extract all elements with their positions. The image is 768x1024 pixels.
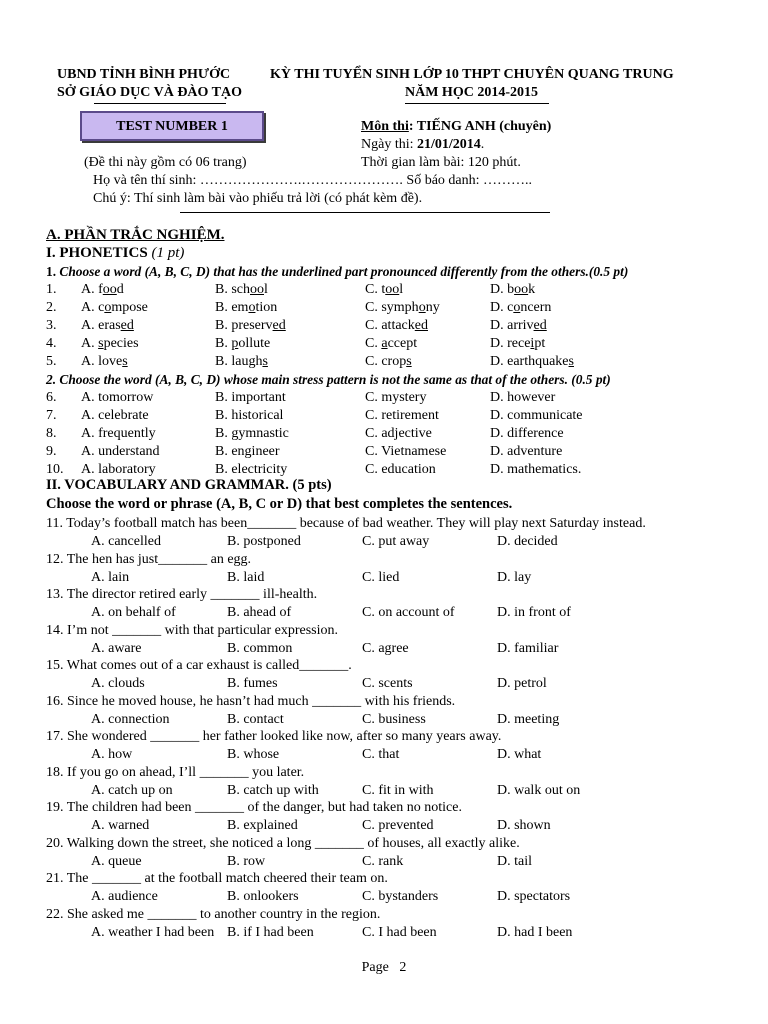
question-options xyxy=(0,888,768,905)
answer-option: A. warned xyxy=(91,818,150,833)
answer-option: A. understand xyxy=(81,444,160,459)
answer-option: C. education xyxy=(365,462,436,477)
question-number: 8. xyxy=(46,426,57,441)
question-stem xyxy=(0,551,768,568)
underlined-part: s xyxy=(406,354,412,369)
question-number: 9. xyxy=(46,444,57,459)
answer-option: D. meeting xyxy=(497,711,560,727)
question-stem xyxy=(0,835,768,852)
answer-option: B. ahead of xyxy=(227,605,292,620)
answer-option: C. put away xyxy=(362,534,430,549)
question-number: 10. xyxy=(46,462,64,477)
underlined-part: ed xyxy=(120,318,134,333)
answer-option: A. queue xyxy=(91,853,142,869)
section-a-title: A. PHẦN TRẮC NGHIỆM. xyxy=(46,227,225,243)
answer-option: C. scents xyxy=(362,676,413,691)
question-text: 19. The children had been _______ of the danger, but had taken no notice. xyxy=(46,800,462,815)
answer-option: B. common xyxy=(227,640,293,656)
underlined-part: s xyxy=(568,354,574,369)
answer-option: D. concern xyxy=(490,300,552,315)
underlined-part: p xyxy=(231,336,239,351)
answer-option: A. weather I had been xyxy=(91,924,215,940)
answer-option: D. mathematics. xyxy=(490,462,582,477)
question-stem xyxy=(0,728,768,745)
question-number: 3. xyxy=(46,318,57,333)
answer-option: A. clouds xyxy=(91,676,145,691)
phonetics-heading: I. PHONETICS xyxy=(46,245,152,261)
answer-option: C. Vietnamese xyxy=(365,444,447,459)
answer-option: D. difference xyxy=(490,426,564,441)
question-text: 20. Walking down the street, she noticed a long _______ of houses, all exactly alike. xyxy=(46,835,520,851)
underlined-part: s xyxy=(98,336,104,351)
answer-option: C. on account of xyxy=(362,605,455,620)
answer-option: B. if I had been xyxy=(227,924,314,940)
answer-option: B. whose xyxy=(227,747,280,762)
question-number: 2. xyxy=(46,300,57,315)
answer-option: A. celebrate xyxy=(81,408,149,423)
header-divider xyxy=(180,212,550,213)
underlined-part: i xyxy=(530,336,535,351)
question-options xyxy=(0,853,768,870)
header-right-underline xyxy=(405,103,549,104)
question-stem xyxy=(0,693,768,710)
answer-option: A. species xyxy=(81,336,139,351)
header-left-underline xyxy=(94,103,226,104)
exam-subject xyxy=(361,118,551,135)
answer-option: A. laboratory xyxy=(81,462,156,477)
header-exam-title: KỲ THI TUYỂN SINH LỚP 10 THPT CHUYÊN QUANG TRUNG xyxy=(270,67,674,82)
page-label: Page xyxy=(361,960,389,975)
page-number: 2 xyxy=(399,960,407,975)
answer-option: B. school xyxy=(215,282,268,297)
question-text: 16. Since he moved house, he hasn’t had much _______ with his friends. xyxy=(46,693,456,709)
answer-option: D. spectators xyxy=(497,889,571,904)
answer-option: C. attacked xyxy=(365,318,428,333)
exam-note: Chú ý: Thí sinh làm bài vào phiếu trả lời (có phát kèm đề). xyxy=(93,191,423,206)
answer-option: D. arrived xyxy=(490,318,547,333)
answer-option: D. in front of xyxy=(497,605,571,620)
underlined-part: ed xyxy=(272,318,286,333)
question-stem xyxy=(0,622,768,639)
question-stem xyxy=(0,870,768,887)
exam-date xyxy=(361,136,484,153)
answer-option: D. walk out on xyxy=(497,782,581,798)
vocab-instruction: Choose the word or phrase (A, B, C or D) that best completes the sentences. xyxy=(46,496,513,512)
answer-option: C. adjective xyxy=(365,426,432,441)
phonetics-row xyxy=(0,317,768,334)
underlined-part: ed xyxy=(533,318,547,333)
question-options xyxy=(0,782,768,799)
question-text: 17. She wondered _______ her father looked like now, after so many years away. xyxy=(46,729,502,744)
candidate-name-line: Họ và tên thí sinh: ………………….…………………. Số báo danh: ……….. xyxy=(93,173,533,188)
answer-option: C. agree xyxy=(362,640,409,656)
answer-option: B. row xyxy=(227,853,266,869)
answer-option: D. communicate xyxy=(490,408,583,423)
answer-option: C. bystanders xyxy=(362,889,439,904)
question-options xyxy=(0,533,768,550)
question-stem xyxy=(0,586,768,603)
question-text: 21. The _______ at the football match cheered their team on. xyxy=(46,871,388,886)
question-options xyxy=(0,817,768,834)
answer-option: B. preserved xyxy=(215,318,286,333)
question-stem xyxy=(0,906,768,923)
answer-option: B. emotion xyxy=(215,300,278,315)
answer-option: B. contact xyxy=(227,711,284,727)
answer-option: A. tomorrow xyxy=(81,390,154,405)
answer-option: B. pollute xyxy=(215,336,271,351)
phonetics-instruction-1 xyxy=(46,263,628,280)
answer-option: A. loves xyxy=(81,354,128,369)
answer-option: A. aware xyxy=(91,640,142,656)
answer-option: C. prevented xyxy=(362,818,434,833)
answer-option: D. shown xyxy=(497,818,551,833)
question-stem xyxy=(0,657,768,674)
subject-value: : TIẾNG ANH (chuyên) xyxy=(408,119,552,134)
underlined-part: ed xyxy=(414,318,428,333)
instruction-1-number: 1. xyxy=(46,264,60,279)
answer-option: B. explained xyxy=(227,818,298,833)
answer-option: D. adventure xyxy=(490,444,563,459)
date-label: Ngày thi: xyxy=(361,137,417,152)
underlined-part: s xyxy=(122,354,128,369)
phonetics-row xyxy=(0,335,768,352)
answer-option: C. that xyxy=(362,747,400,762)
underlined-part: oo xyxy=(102,282,117,297)
date-end: . xyxy=(480,137,485,152)
answer-option: A. lain xyxy=(91,569,130,585)
answer-option: B. engineer xyxy=(215,444,280,459)
answer-option: C. lied xyxy=(362,569,400,585)
phonetics-points: (1 pt) xyxy=(151,245,185,261)
answer-option: B. postponed xyxy=(227,534,301,549)
answer-option: B. laid xyxy=(227,569,265,585)
answer-option: A. cancelled xyxy=(91,534,161,549)
date-value: 21/01/2014 xyxy=(417,137,481,152)
test-number-box: TEST NUMBER 1 xyxy=(80,111,264,141)
header-school-year: NĂM HỌC 2014-2015 xyxy=(405,85,538,100)
question-options xyxy=(0,711,768,728)
phonetics-row xyxy=(0,353,768,370)
question-number: 4. xyxy=(46,336,57,351)
question-stem xyxy=(0,799,768,816)
answer-option: A. audience xyxy=(91,889,158,904)
phonetics-row xyxy=(0,281,768,298)
answer-option: A. catch up on xyxy=(91,782,173,798)
answer-option: D. tail xyxy=(497,853,532,869)
answer-option: B. gymnastic xyxy=(215,426,289,441)
answer-option: D. receipt xyxy=(490,336,546,351)
question-number: 5. xyxy=(46,354,57,369)
question-text: 15. What comes out of a car exhaust is called_______. xyxy=(46,658,352,673)
question-text: 18. If you go on ahead, I’ll _______ you later. xyxy=(46,764,305,780)
exam-time: Thời gian làm bài: 120 phút. xyxy=(361,155,521,170)
stress-row xyxy=(0,425,768,442)
question-options xyxy=(0,746,768,763)
answer-option: B. onlookers xyxy=(227,889,299,904)
underlined-part: oo xyxy=(385,282,400,297)
question-text: 22. She asked me _______ to another country in the region. xyxy=(46,906,381,922)
underlined-part: a xyxy=(381,336,388,351)
pages-note: (Đề thi này gồm có 06 trang) xyxy=(84,155,247,170)
question-options xyxy=(0,640,768,657)
answer-option: A. erased xyxy=(81,318,134,333)
underlined-part: oo xyxy=(250,282,264,297)
answer-option: B. catch up with xyxy=(227,782,319,798)
underlined-part: o xyxy=(248,300,256,315)
answer-option: B. laughs xyxy=(215,354,268,369)
answer-option: A. connection xyxy=(91,711,170,727)
underlined-part: o xyxy=(104,300,112,315)
stress-row xyxy=(0,443,768,460)
question-stem xyxy=(0,515,768,532)
underlined-part: s xyxy=(262,354,268,369)
answer-option: A. on behalf of xyxy=(91,605,176,620)
answer-option: D. petrol xyxy=(497,676,547,691)
answer-option: C. crops xyxy=(365,354,412,369)
answer-option: B. historical xyxy=(215,408,284,423)
answer-option: D. familiar xyxy=(497,640,559,656)
answer-option: C. I had been xyxy=(362,924,437,940)
question-text: 12. The hen has just_______ an egg. xyxy=(46,551,252,567)
question-number: 6. xyxy=(46,390,57,405)
answer-option: A. frequently xyxy=(81,426,156,441)
answer-option: B. electricity xyxy=(215,462,288,477)
stress-row xyxy=(0,389,768,406)
answer-option: C. fit in with xyxy=(362,782,434,798)
subject-label: Môn thi xyxy=(361,119,409,134)
stress-row xyxy=(0,461,768,478)
answer-option: C. tool xyxy=(365,282,404,297)
question-number: 7. xyxy=(46,408,57,423)
answer-option: A. how xyxy=(91,747,133,762)
answer-option: A. food xyxy=(81,282,124,297)
question-number: 1. xyxy=(46,282,57,297)
answer-option: D. lay xyxy=(497,569,532,585)
answer-option: D. had I been xyxy=(497,924,573,940)
question-text: 14. I’m not _______ with that particular expression. xyxy=(46,622,338,638)
question-options xyxy=(0,604,768,621)
phonetics-row xyxy=(0,299,768,316)
question-options xyxy=(0,924,768,941)
underlined-part: oo xyxy=(514,282,529,297)
answer-option: C. accept xyxy=(365,336,418,351)
answer-option: C. retirement xyxy=(365,408,439,423)
question-text: 13. The director retired early _______ ill-health. xyxy=(46,587,318,602)
question-stem xyxy=(0,764,768,781)
question-options xyxy=(0,569,768,586)
answer-option: C. business xyxy=(362,711,426,727)
underlined-part: o xyxy=(418,300,426,315)
answer-option: D. book xyxy=(490,282,536,297)
answer-option: D. decided xyxy=(497,534,558,549)
vocab-title: II. VOCABULARY AND GRAMMAR. (5 pts) xyxy=(46,477,332,493)
answer-option: A. compose xyxy=(81,300,148,315)
answer-option: B. fumes xyxy=(227,676,278,691)
answer-option: D. however xyxy=(490,390,556,405)
underlined-part: o xyxy=(513,300,521,315)
answer-option: C. mystery xyxy=(365,390,427,405)
answer-option: B. important xyxy=(215,390,286,405)
question-options xyxy=(0,675,768,692)
question-text: 11. Today’s football match has been_______ because of bad weather. They will play next Saturday instead. xyxy=(46,516,646,531)
answer-option: C. rank xyxy=(362,853,404,869)
instruction-1-text: Choose a word (A, B, C, D) that has the underlined part pronounced differently from the others.(0.5 pt) xyxy=(59,264,629,279)
answer-option: C. symphony xyxy=(365,300,440,315)
answer-option: D. earthquakes xyxy=(490,354,574,369)
header-department: UBND TỈNH BÌNH PHƯỚC xyxy=(57,67,231,82)
answer-option: D. what xyxy=(497,747,542,762)
stress-row xyxy=(0,407,768,424)
phonetics-instruction-2: 2. Choose the word (A, B, C, D) whose main stress pattern is not the same as that of the others. (0.5 pt) xyxy=(46,372,611,387)
phonetics-title xyxy=(46,245,184,262)
page-footer xyxy=(0,960,768,976)
header-office: SỞ GIÁO DỤC VÀ ĐÀO TẠO xyxy=(57,85,243,100)
